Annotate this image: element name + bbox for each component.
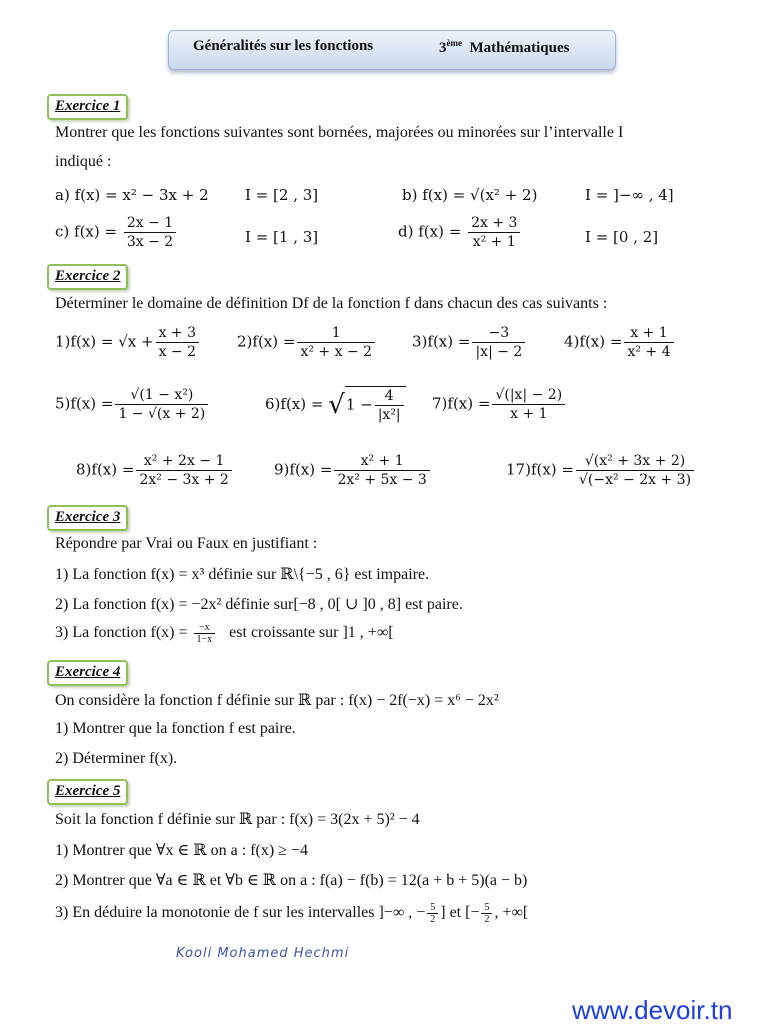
ex1-instruction-cont: indiqué :: [55, 153, 112, 170]
ex2-f8-numerator: x² + 2x − 1: [136, 452, 231, 471]
ex2-function-17: [506, 452, 696, 489]
title-banner: [168, 30, 616, 70]
ex2-instruction: Déterminer le domaine de définition Df de la fonction f dans chacun des cas suivants :: [55, 295, 608, 312]
ex1-interval-c: I = [1 , 3]: [245, 228, 319, 246]
ex2-function-2: [237, 324, 377, 361]
ex2-f9-prefix: 9)f(x) =: [274, 460, 333, 479]
ex2-f9-denominator: 2x² + 5x − 3: [337, 472, 427, 488]
ex1-function-d: [398, 214, 522, 251]
ex1-c-denominator: 3x − 2: [126, 234, 174, 250]
ex2-f3-numerator: −3: [472, 324, 525, 343]
ex1-d-numerator: 2x + 3: [468, 214, 520, 233]
ex2-f2-numerator: 1: [297, 324, 375, 343]
ex2-f7-prefix: 7)f(x) =: [432, 394, 491, 413]
ex5-q3-denominator-2: 2: [484, 914, 490, 925]
ex1-instruction: Montrer que les fonctions suivantes sont bornées, majorées ou minorées sur l’intervalle I: [55, 124, 624, 141]
ex2-function-8: [76, 452, 234, 489]
ex2-f4-numerator: x + 1: [624, 324, 673, 343]
ex2-function-7: [432, 386, 567, 423]
ex1-interval-a: I = [2 , 3]: [245, 186, 319, 204]
ex2-f1-numerator: x + 3: [156, 324, 199, 343]
ex2-f9-numerator: x² + 1: [334, 452, 429, 471]
ex3-question-2: 2) La fonction f(x) = −2x² définie sur[−8 , 0[ ∪ ]0 , 8] est paire.: [55, 596, 463, 613]
ex2-f3-prefix: 3)f(x) =: [412, 332, 471, 351]
ex4-question-2: 2) Déterminer f(x).: [55, 750, 178, 767]
ex3-q3-denominator: 1−x: [196, 634, 213, 645]
ex3-q3-suffix: est croissante sur ]1 , +∞[: [229, 624, 394, 642]
ex2-f6-denominator: |x²|: [377, 407, 401, 423]
title-sup: ème: [446, 38, 462, 48]
ex2-f8-denominator: 2x² − 3x + 2: [139, 472, 229, 488]
ex1-function-c: [55, 214, 178, 251]
ex2-function-4: [564, 324, 676, 361]
ex2-f4-denominator: x² + 4: [627, 344, 671, 360]
ex1-function-a: a) f(x) = x² − 3x + 2: [55, 186, 209, 204]
ex2-f1-denominator: x − 2: [158, 344, 197, 360]
ex4-instruction: On considère la fonction f définie sur ℝ par : f(x) − 2f(−x) = x⁶ − 2x²: [55, 692, 499, 709]
ex1-c-prefix: c) f(x) =: [55, 222, 118, 241]
exercise-4-label: Exercice 4: [47, 660, 128, 686]
ex1-interval-b: I = ]−∞ , 4]: [585, 186, 674, 204]
ex1-d-denominator: x² + 1: [472, 234, 516, 250]
ex2-f2-prefix: 2)f(x) =: [237, 332, 296, 351]
ex2-function-1: [55, 324, 201, 361]
ex2-f3-denominator: |x| − 2: [475, 344, 523, 360]
ex2-f2-denominator: x² + x − 2: [300, 344, 373, 360]
ex1-function-b: b) f(x) = √(x² + 2): [402, 186, 538, 204]
exercise-1-label: Exercice 1: [47, 94, 128, 120]
ex2-f17-denominator: √(−x² − 2x + 3): [579, 472, 692, 488]
ex2-f17-numerator: √(x² + 3x + 2): [576, 452, 694, 471]
exercise-2-label: Exercice 2: [47, 264, 128, 290]
ex1-interval-d: I = [0 , 2]: [585, 228, 659, 246]
ex2-f7-numerator: √(|x| − 2): [492, 386, 565, 405]
ex3-question-1: 1) La fonction f(x) = x³ définie sur ℝ\{−5 , 6} est impaire.: [55, 566, 430, 583]
ex5-q3-denominator-1: 2: [430, 914, 436, 925]
ex2-f4-prefix: 4)f(x) =: [564, 332, 623, 351]
ex2-function-9: [274, 452, 432, 489]
ex5-question-1: 1) Montrer que ∀x ∈ ℝ on a : f(x) ≥ −4: [55, 842, 308, 859]
website-link[interactable]: www.devoir.tn: [572, 995, 733, 1025]
ex2-f5-denominator: 1 − √(x + 2): [118, 406, 206, 422]
ex2-f5-numerator: √(1 − x²): [115, 386, 208, 405]
ex1-c-numerator: 2x − 1: [124, 214, 176, 233]
exercise-5-label: Exercice 5: [47, 779, 128, 805]
ex3-q3-numerator: −x: [194, 622, 216, 634]
ex2-f6-term: 1 −: [345, 395, 373, 414]
ex5-q3-numerator-2: 5: [481, 902, 492, 914]
exercise-3-label: Exercice 3: [47, 505, 128, 531]
author-signature: Kooli Mohamed Hechmi: [176, 946, 350, 961]
title-level: 3: [439, 40, 447, 56]
title-right: [439, 38, 570, 57]
ex2-function-6: [265, 386, 406, 424]
ex2-f17-prefix: 17)f(x) =: [506, 460, 574, 479]
ex4-question-1: 1) Montrer que la fonction f est paire.: [55, 720, 296, 737]
sqrt-radical-icon: √: [328, 390, 345, 420]
ex5-q3-middle: ] et [−: [440, 904, 480, 922]
ex5-question-2: 2) Montrer que ∀a ∈ ℝ et ∀b ∈ ℝ on a : f(a) − f(b) = 12(a + b + 5)(a − b): [55, 872, 528, 889]
ex3-instruction: Répondre par Vrai ou Faux en justifiant :: [55, 535, 318, 552]
ex2-function-5: [55, 386, 210, 423]
ex1-d-prefix: d) f(x) =: [398, 222, 462, 241]
title-subject: Mathématiques: [469, 40, 570, 56]
ex3-question-3: [55, 622, 394, 645]
ex5-q3-prefix: 3) En déduire la monotonie de f sur les intervalles ]−∞ , −: [55, 904, 426, 922]
ex2-f8-prefix: 8)f(x) =: [76, 460, 135, 479]
title-left: Généralités sur les fonctions: [193, 38, 374, 54]
ex2-f1-prefix: 1)f(x) = √x +: [55, 332, 154, 351]
ex2-f5-prefix: 5)f(x) =: [55, 394, 114, 413]
ex2-f6-prefix: 6)f(x) =: [265, 395, 324, 413]
ex5-instruction: Soit la fonction f définie sur ℝ par : f(x) = 3(2x + 5)² − 4: [55, 811, 420, 828]
ex2-function-3: [412, 324, 527, 361]
ex2-f6-numerator: 4: [375, 387, 404, 406]
ex5-q3-numerator-1: 5: [427, 902, 438, 914]
ex5-question-3: [55, 902, 528, 925]
ex5-q3-suffix: , +∞[: [494, 904, 529, 922]
ex3-q3-prefix: 3) La fonction f(x) =: [55, 624, 188, 642]
ex2-f7-denominator: x + 1: [510, 406, 548, 422]
